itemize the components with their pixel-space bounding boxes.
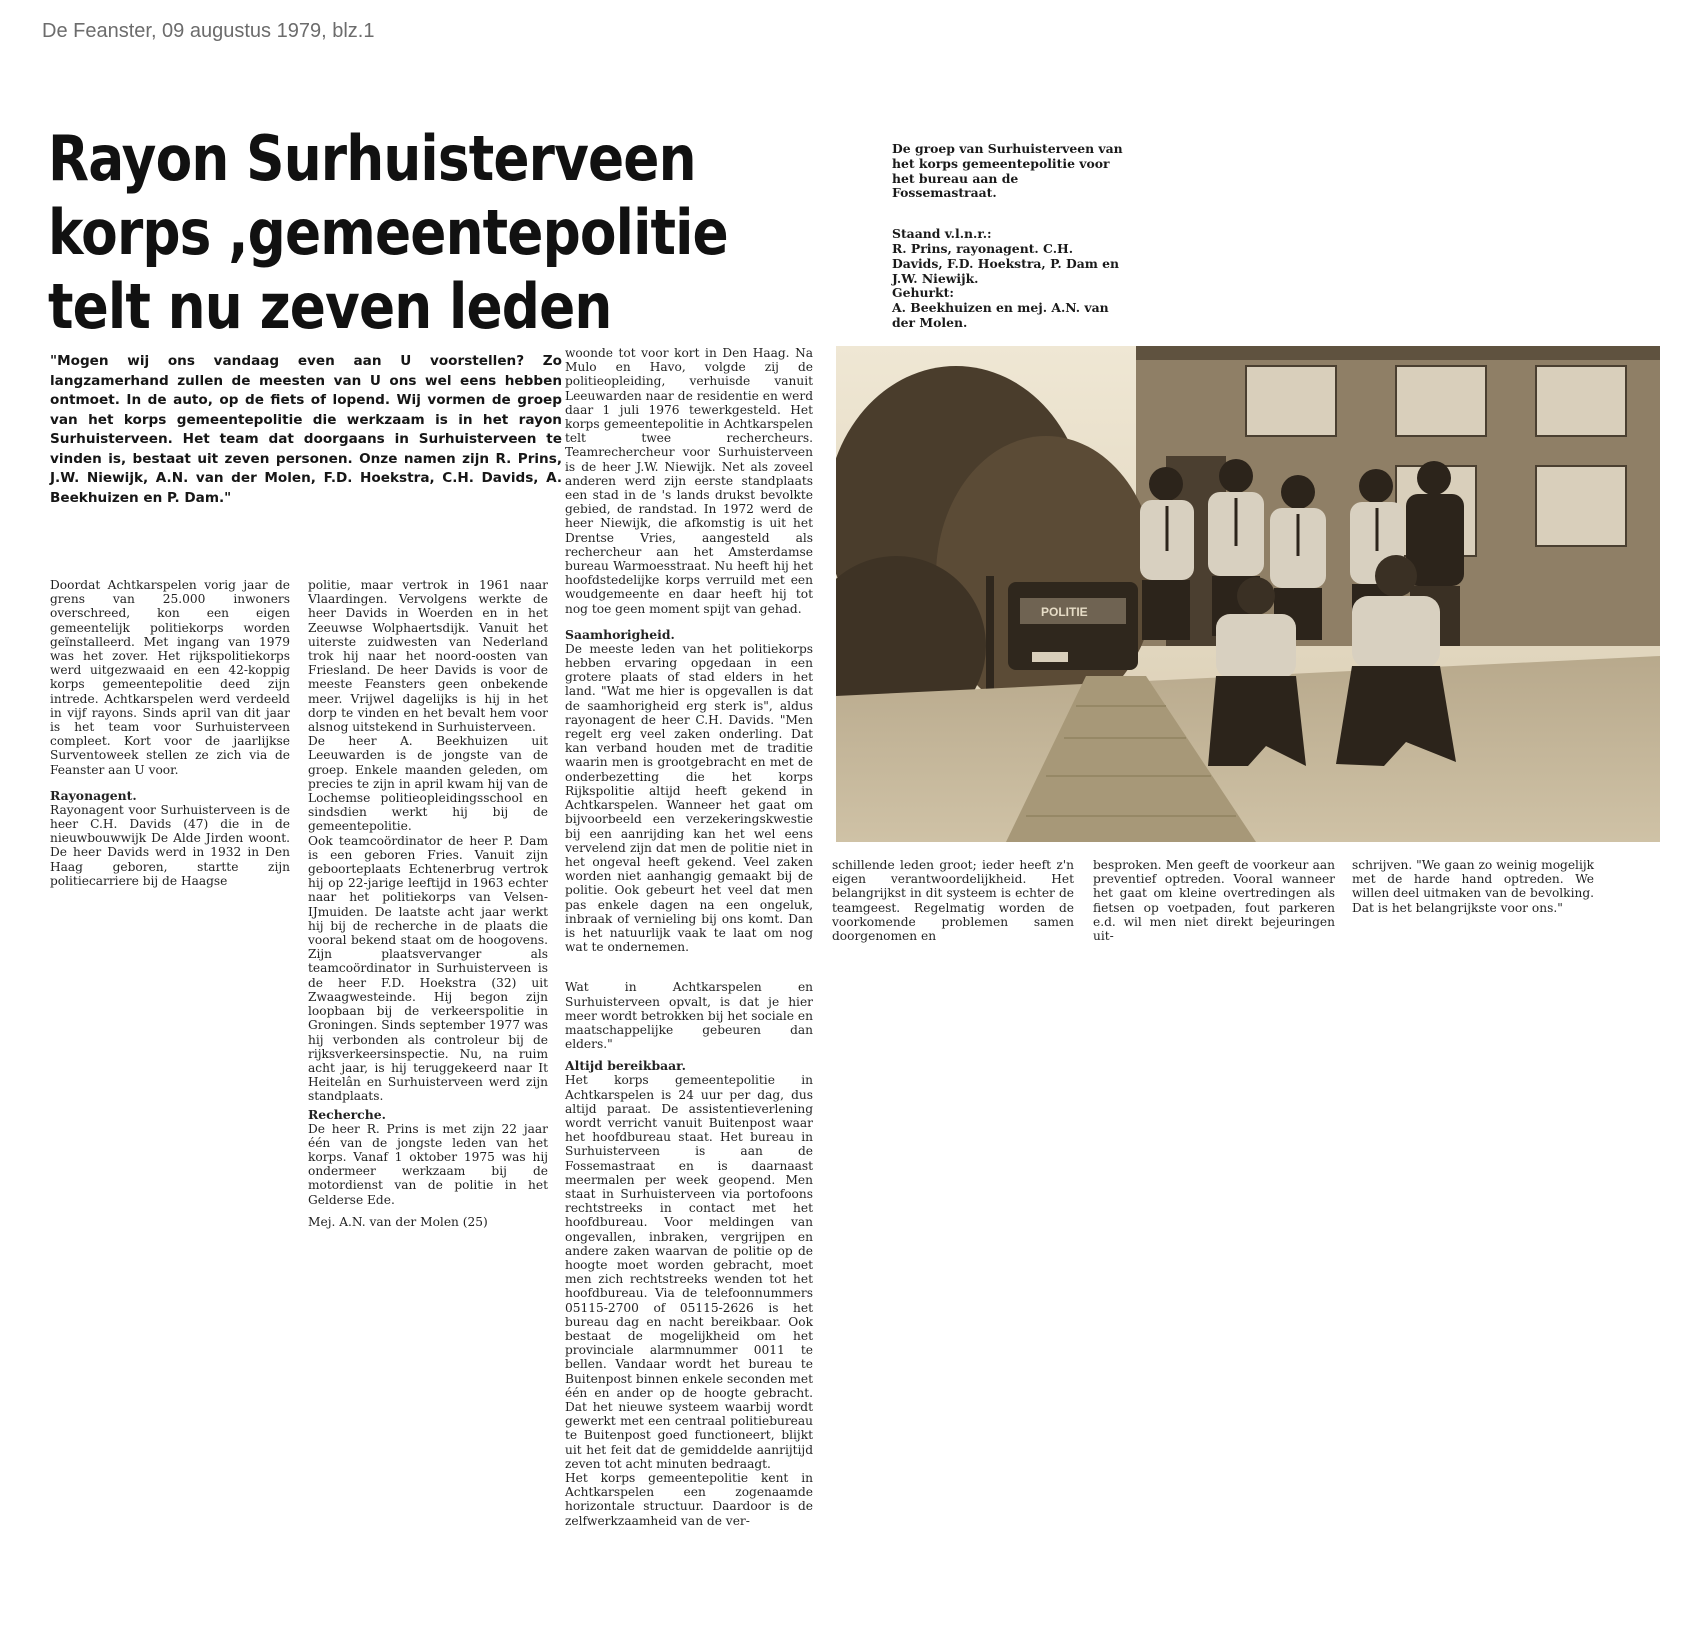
- article-column-4: [832, 858, 1074, 943]
- article-column-1: [50, 578, 290, 888]
- paragraph: schillende leden groot; ieder heeft z'n eigen verantwoordelijkheid. Het belangrijkst in dit systeem is echter de teamgeest. Regelmatig worden de voorkomende problemen samen doorgenomen en: [832, 858, 1074, 944]
- paragraph: Ook teamcoördinator de heer P. Dam is een geboren Fries. Vanuit zijn geboorteplaats Echtenerbrug vertrok hij op 22-jarige leeftijd in 1963 echter naar het politiekorps van Velsen-IJmuiden. De laatste acht jaar werkt hij bij de recherche in de plaats die vooral bekend staat om de hoogovens. Zijn plaatsvervanger als teamcoördinator in Surhuisterveen is de heer F.D. Hoekstra (32) uit Zwaagwesteinde. Hij begon zijn loopbaan bij de verkeerspolitie in Groningen. Sinds september 1977 was hij verbonden als controleur bij de rijksverkeersinspectie. Nu, na ruim acht jaar, is hij teruggekeerd naar It Heitelân en Surhuisterveen werd zijn standplaats.: [308, 833, 548, 1104]
- headline: [48, 122, 728, 344]
- paragraph: Wat in Achtkarspelen en Surhuisterveen opvalt, is dat je hier meer wordt betrokken bij het sociale en maatschappelijke gebeuren dan elders.": [565, 980, 813, 1052]
- paragraph: De heer R. Prins is met zijn 22 jaar één van de jongste leden van het korps. Vanaf 1 oktober 1975 was hij ondermeer werkzaam bij de motordienst van de politie in het Gelderse Ede.: [308, 1121, 548, 1207]
- subheading-altijd-bereikbaar: Altijd bereikbaar.: [565, 1058, 686, 1074]
- caption-text: Gehurkt:: [892, 285, 954, 301]
- paragraph: politie, maar vertrok in 1961 naar Vlaardingen. Vervolgens werkte de heer Davids in Woerden en in het Zeeuwse Wolphaertsdijk. Vanuit het uiterste zuidwesten van Nederland trok hij naar het noord-oosten van Friesland. De heer Davids is voor de meeste Feansters geen onbekende meer. Vrijwel dagelijks is hij in het dorp te vinden en het bevalt hem voor alsnog uitstekend in Surhuisterveen.: [308, 578, 548, 735]
- paragraph: Het korps gemeentepolitie kent in Achtkarspelen een zogenaamde horizontale structuur. Daardoor is de zelfwerkzaamheid van de ver-: [565, 1471, 813, 1528]
- paragraph: Doordat Achtkarspelen vorig jaar de grens van 25.000 inwoners overschreed, kon een eigen gemeentelijk politiekorps worden geïnstalleerd. Met ingang van 1979 was het zover. Het rijkspolitiekorps werd uitgezwaaid en een 42-koppig korps gemeentepolitie deed zijn intrede. Achtkarspelen werd verdeeld in vijf rayons. Sinds april van dit jaar is het team voor Surhuisterveen compleet. Kort voor de jaarlijkse Surventoweek stellen ze zich via de Feanster aan U voor.: [50, 578, 290, 777]
- subheading-recherche: Recherche.: [308, 1106, 386, 1122]
- group-photo-image: [836, 346, 1660, 842]
- article-column-2: [308, 578, 548, 1229]
- subheading-saamhorigheid: Saamhorigheid.: [565, 626, 675, 642]
- paragraph: Mej. A.N. van der Molen (25): [308, 1214, 488, 1229]
- paragraph: schrijven. "We gaan zo weinig mogelijk met de harde hand optreden. We willen deel uitmaken van de bevolking. Dat is het belangrijkste voor ons.": [1352, 858, 1594, 915]
- paragraph: besproken. Men geeft de voorkeur aan preventief optreden. Vooral wanneer het gaat om kleine overtredingen als fietsen op voetpaden, fout parkeren e.d. wil men niet direkt bejeuringen uit-: [1093, 858, 1335, 944]
- headline-line-2: korps ,gemeentepolitie: [48, 196, 728, 269]
- group-photo: [836, 346, 1660, 842]
- van-sign: POLITIE: [1041, 605, 1088, 619]
- article-column-6: [1352, 858, 1594, 915]
- caption-text: R. Prins, rayonagent. C.H. Davids, F.D. Hoekstra, P. Dam en J.W. Niewijk.: [892, 240, 1120, 286]
- paragraph: De meeste leden van het politiekorps hebben ervaring opgedaan in een grotere plaats of stad elders in het land. "Wat me hier is opgevallen is dat de saamhorigheid erg sterk is", aldus rayonagent de heer C.H. Davids. "Men regelt erg veel zaken onderling. Dat kan verband houden met de traditie waarin men is grootgebracht en met de onderbezetting die het korps Rijkspolitie altijd heeft gekend in Achtkarspelen. Wanneer het gaat om bijvoorbeeld een verzekeringskwestie bij een aanrijding kan het wel eens vervelend zijn dat men de politie niet in het ongeval heeft gekend. Veel zaken worden niet aanhangig gemaakt bij de politie. Ook gebeurt het veel dat men pas enkele dagen na een ongeluk, inbraak of vernieling bij ons komt. Dan is het natuurlijk vaak te laat om nog wat te ondernemen.: [565, 641, 813, 955]
- paragraph: Het korps gemeentepolitie in Achtkarspelen is 24 uur per dag, dus altijd paraat. De assistentieverlening wordt verricht vanuit Buitenpost waar het hoofdbureau staat. Het bureau in Surhuisterveen is aan de Fossemastraat en is daarnaast meermalen per week geopend. Men staat in Surhuisterveen via portofoons rechtstreeks in contact met het hoofdbureau. Voor meldingen van ongevallen, inbraken, vergrijpen en andere zaken waarvan de politie op de hoogte moet worden gebracht, moet men zich rechtstreeks wenden tot het hoofdbureau. Via de telefoonnummers 05115-2700 of 05115-2626 is het bureau dag en nacht bereikbaar. Ook bestaat de mogelijkheid om het provinciale alarmnummer 0011 te bellen. Vandaar wordt het bureau te Buitenpost binnen enkele seconden met één en ander op de hoogte gebracht. Dat het nieuwe systeem waarbij wordt gewerkt met een centraal politiebureau te Buitenpost goed functioneert, blijkt uit het feit dat de gemiddelde aanrijtijd zeven tot acht minuten bedraagt.: [565, 1073, 813, 1471]
- caption-text: A. Beekhuizen en mej. A.N. van der Molen.: [892, 300, 1109, 330]
- headline-line-1: Rayon Surhuisterveen: [48, 122, 696, 195]
- paragraph: Rayonagent voor Surhuisterveen is de heer C.H. Davids (47) die in de nieuwbouwwijk De Alde Jirden woont. De heer Davids werd in 1932 in Den Haag geboren, startte zijn politiecarriere bij de Haagse: [50, 802, 290, 888]
- headline-line-3: telt nu zeven leden: [48, 270, 612, 343]
- source-line: De Feanster, 09 augustus 1979, blz.1: [42, 20, 375, 42]
- article-column-3: [565, 346, 813, 1528]
- paragraph: De heer A. Beekhuizen uit Leeuwarden is de jongste van de groep. Enkele maanden geleden, om precies te zijn in april kwam hij van de Lochemse politieopleidingsschool en sindsdien werkt hij bij de gemeentepolitie.: [308, 734, 548, 834]
- article-column-5: [1093, 858, 1335, 943]
- intro-paragraph: "Mogen wij ons vandaag even aan U voorstellen? Zo langzamerhand zullen de meesten van U ons wel eens hebben ontmoet. In de auto, op de fiets of lopend. Wij vormen de groep van het korps gemeentepolitie die werkzaam is in het rayon Surhuisterveen. Het team dat doorgaans in Surhuisterveen te vinden is, bestaat uit zeven personen. Onze namen zijn R. Prins, J.W. Niewijk, A.N. van der Molen, F.D. Hoekstra, C.H. Davids, A. Beekhuizen en P. Dam.": [50, 353, 562, 506]
- caption-text: De groep van Surhuisterveen van het korps gemeentepolitie voor het bureau aan de Fossemastraat.: [892, 141, 1123, 201]
- caption-text: Staand v.l.n.r.:: [892, 226, 992, 242]
- subheading-rayonagent: Rayonagent.: [50, 787, 137, 803]
- photo-caption: [892, 142, 1124, 331]
- paragraph: woonde tot voor kort in Den Haag. Na Mulo en Havo, volgde zij de politieopleiding, verhuisde vanuit Leeuwarden naar de residentie en werd daar 1 juli 1976 tewerkgesteld. Het korps gemeentepolitie in Achtkarspelen telt twee rechercheurs. Teamrechercheur voor Surhuisterveen is de heer J.W. Niewijk. Net als zoveel anderen werd zijn eerste standplaats een stad in de 's lands drukst bevolkte gebied, de randstad. In 1972 werd de heer Niewijk, die afkomstig is uit het Drentse Vries, aangesteld als rechercheur aan het Amsterdamse bureau Warmoesstraat. Nu heeft hij het hoofdstedelijke korps verruild met een woudgemeente en daar heeft hij tot nog toe geen moment spijt van gehad.: [565, 346, 813, 616]
